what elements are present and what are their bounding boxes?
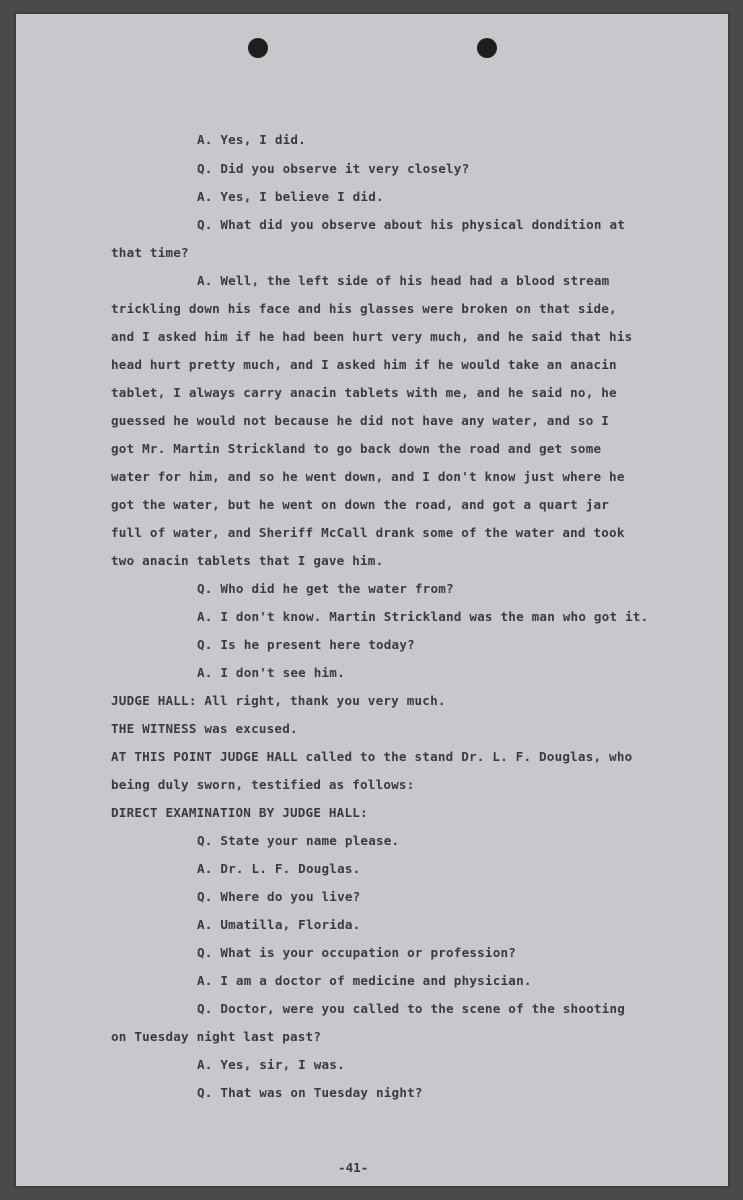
text-line: on Tuesday night last past? [111, 1029, 322, 1044]
text-line: trickling down his face and his glasses were broken on that side, [111, 301, 617, 316]
text-line: Q. Where do you live? [197, 889, 361, 904]
text-line: A. Dr. L. F. Douglas. [197, 861, 361, 876]
text-line: got the water, but he went on down the road, and got a quart jar [111, 497, 610, 512]
text-line: JUDGE HALL: All right, thank you very much. [111, 693, 446, 708]
document-page [16, 14, 728, 1186]
text-line: Q. What did you observe about his physical dondition at [197, 217, 626, 232]
text-line: Q. State your name please. [197, 833, 400, 848]
text-line: A. I don't see him. [197, 665, 345, 680]
text-line: A. I am a doctor of medicine and physician. [197, 973, 532, 988]
page-number: -41- [338, 1160, 369, 1175]
text-line: A. I don't know. Martin Strickland was the man who got it. [197, 609, 649, 624]
punch-hole [248, 38, 268, 58]
text-line: Q. That was on Tuesday night? [197, 1085, 423, 1100]
text-line: tablet, I always carry anacin tablets with me, and he said no, he [111, 385, 617, 400]
text-line: Q. What is your occupation or profession? [197, 945, 517, 960]
punch-hole [477, 38, 497, 58]
text-line: got Mr. Martin Strickland to go back down the road and get some [111, 441, 602, 456]
text-line: Q. Is he present here today? [197, 637, 415, 652]
text-line: two anacin tablets that I gave him. [111, 553, 384, 568]
text-line: being duly sworn, testified as follows: [111, 777, 415, 792]
text-line: A. Yes, I did. [197, 132, 306, 147]
text-line: Q. Who did he get the water from? [197, 581, 454, 596]
text-line: Q. Doctor, were you called to the scene of the shooting [197, 1001, 626, 1016]
text-line: DIRECT EXAMINATION BY JUDGE HALL: [111, 805, 368, 820]
text-line: A. Umatilla, Florida. [197, 917, 361, 932]
text-line: guessed he would not because he did not have any water, and so I [111, 413, 610, 428]
text-line: THE WITNESS was excused. [111, 721, 298, 736]
text-line: A. Yes, I believe I did. [197, 189, 384, 204]
text-line: Q. Did you observe it very closely? [197, 161, 470, 176]
text-line: A. Well, the left side of his head had a blood stream [197, 273, 610, 288]
text-line: head hurt pretty much, and I asked him if he would take an anacin [111, 357, 617, 372]
text-line: full of water, and Sheriff McCall drank some of the water and took [111, 525, 625, 540]
text-line: water for him, and so he went down, and I don't know just where he [111, 469, 625, 484]
text-line: AT THIS POINT JUDGE HALL called to the stand Dr. L. F. Douglas, who [111, 749, 633, 764]
text-line: A. Yes, sir, I was. [197, 1057, 345, 1072]
text-line: and I asked him if he had been hurt very much, and he said that his [111, 329, 633, 344]
text-line: that time? [111, 245, 189, 260]
